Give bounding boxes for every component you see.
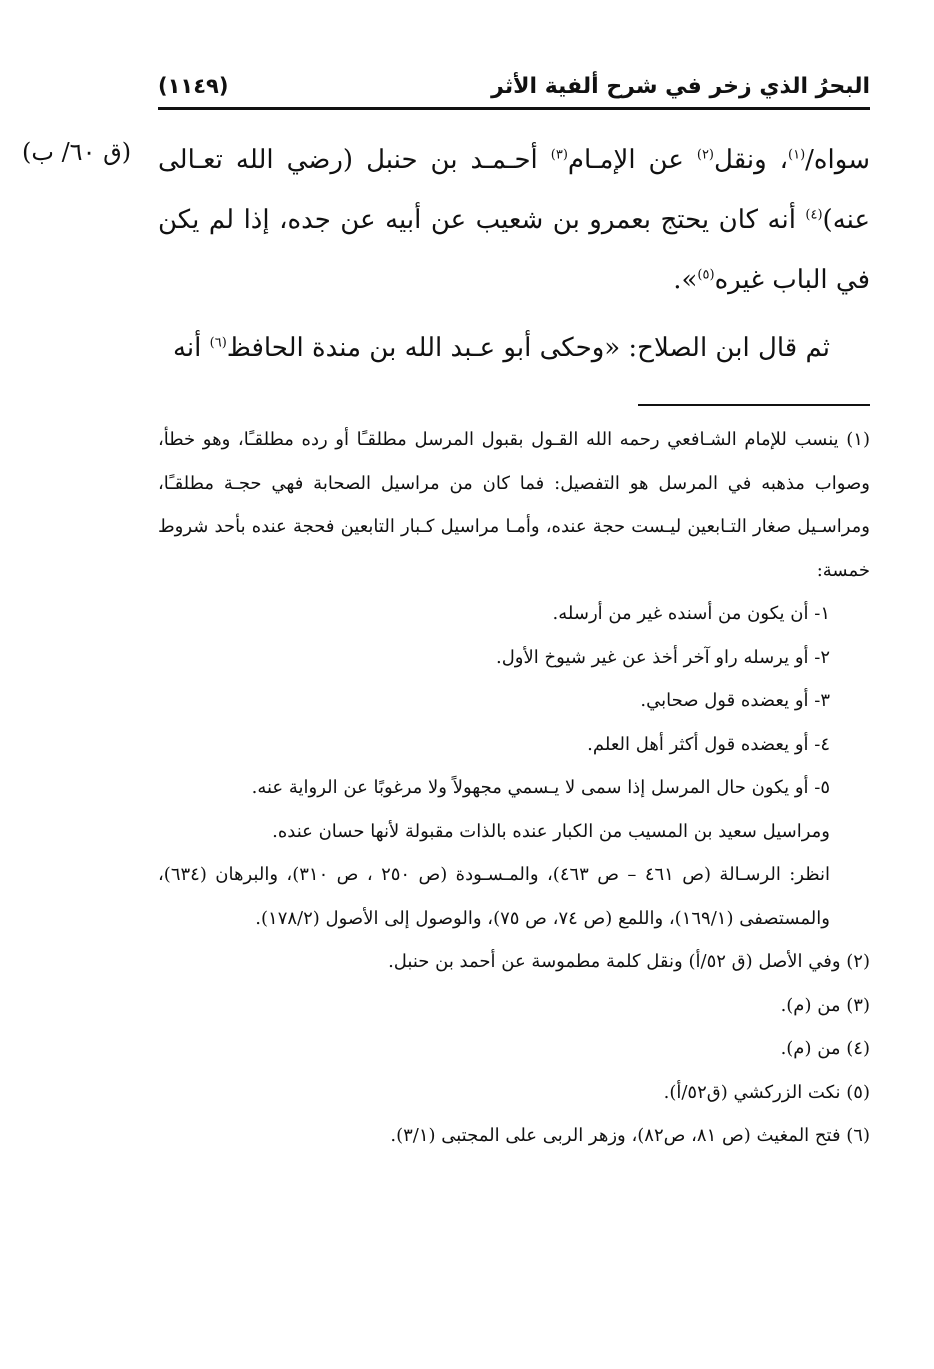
manuscript-folio-note: (ق ٦٠/ ب) bbox=[22, 138, 132, 166]
text-run: عن الإمـام bbox=[567, 145, 697, 175]
footnote-ref: (٦) bbox=[209, 335, 227, 351]
footnote-1-item: ٢- أو يرسله راو آخر أخذ عن غير شيوخ الأول. bbox=[495, 646, 830, 668]
text-run: ». bbox=[673, 265, 698, 295]
footnote-ref: (٣) bbox=[550, 147, 568, 163]
main-text bbox=[158, 130, 870, 378]
footnote-4: (٤) من (م). bbox=[780, 1038, 870, 1059]
footnote-ref: (٤) bbox=[805, 207, 823, 223]
footnote-1-item: ٥- أو يكون حال المرسل إذا سمى لا يـسمي مجهولاً ولا مرغوبًا عن الرواية عنه. bbox=[251, 777, 830, 798]
footnote-ref: (١) bbox=[788, 147, 806, 163]
footnote-ref: (٥) bbox=[697, 267, 715, 283]
text-run: سواه/ bbox=[805, 145, 870, 175]
running-header bbox=[158, 70, 870, 110]
main-paragraph-1 bbox=[158, 130, 870, 310]
text-run: أنه bbox=[172, 333, 210, 363]
footnote-ref: (٢) bbox=[696, 147, 714, 163]
footnote-6: (٦) فتح المغيث (ص ٨١، ص٨٢)، وزهر الربى على المجتبى (٣/١). bbox=[390, 1125, 870, 1146]
text-run: ، ونقل bbox=[714, 145, 789, 175]
footnote-separator bbox=[638, 404, 870, 406]
main-paragraph-2 bbox=[158, 318, 870, 378]
footnote-1-text: (١) ينسب للإمام الشـافعي رحمه الله القـول بقبول المرسل مطلقـًا أو رده مطلقـًا، وهو خطأ، وصواب مذهبه في المرسل هو التفصيل: فما كان من مراسيل الصحابة فهي حجـة مطلقـًا، ومراسـيل صغار التـابعين ليـست حجة عنده، وأمـا مراسيل كـبار التابعين فحجة عنده بأحد شروط خمسة: bbox=[158, 429, 871, 581]
footnotes bbox=[158, 418, 870, 1158]
text-run: ثم قال ابن الصلاح: «وحكى أبو عـبد الله بن مندة الحافظ bbox=[226, 333, 830, 363]
footnote-1-item: ٣- أو يعضده قول صحابي. bbox=[640, 690, 830, 711]
footnote-5: (٥) نكت الزركشي (ق٥٢/أ). bbox=[663, 1081, 870, 1103]
text-run: أنه كان يحتج بعمرو بن شعيب عن أبيه عن جده، إذا لم يكن في الباب غيره bbox=[158, 205, 870, 295]
footnote-1-item: ٤- أو يعضده قول أكثر أهل العلم. bbox=[587, 733, 830, 755]
footnote-3: (٣) من (م). bbox=[780, 994, 870, 1016]
footnote-2: (٢) وفي الأصل (ق ٥٢/أ) ونقل كلمة مطموسة عن أحمد بن حنبل. bbox=[388, 951, 870, 972]
footnote-1-references: انظر: الرسـالة (ص ٤٦١ – ص ٤٦٣)، والمـسـودة (ص ٢٥٠ ، ص ٣١٠)، والبرهان (٦٣٤)، والمستصفى (١٦٩/١)، واللمع (ص ٧٤، ص ٧٥)، والوصول إلى الأصول (١٧٨/٢). bbox=[158, 864, 830, 929]
text-run: أحـمـد بن حنبل (رضي الله تعـالى عنه) bbox=[158, 145, 870, 235]
page-number: (١١٤٩) bbox=[158, 74, 229, 98]
footnote-1-said: ومراسيل سعيد بن المسيب من الكبار عنده بالذات مقبولة لأنها حسان عنده. bbox=[272, 820, 830, 842]
header-rule bbox=[158, 107, 870, 110]
footnote-1-item: ١- أن يكون من أسنده غير من أرسله. bbox=[552, 603, 830, 624]
book-title: البحرُ الذي زخر في شرح ألفية الأثر bbox=[491, 74, 870, 99]
